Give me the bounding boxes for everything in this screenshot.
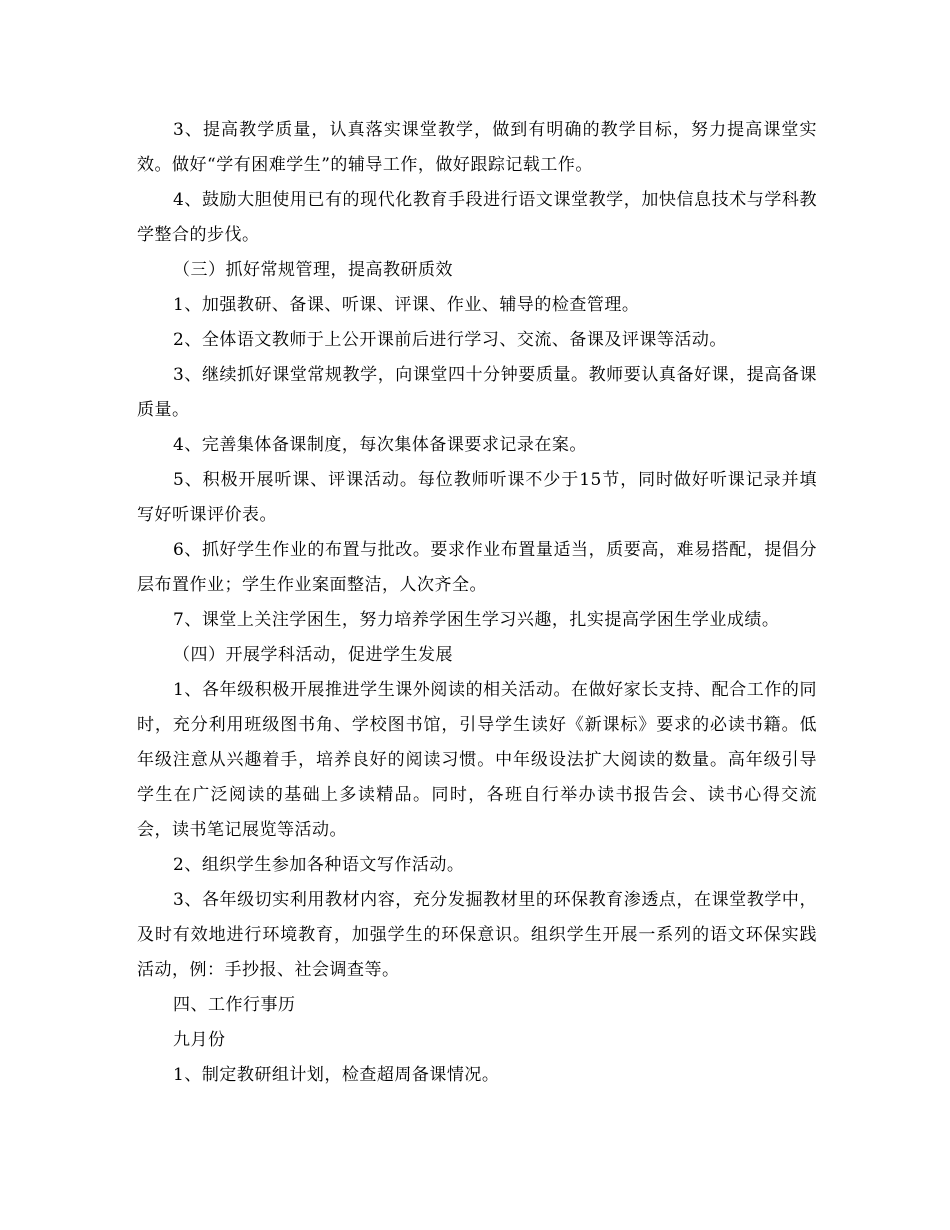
paragraph-item-3-classroom-routine: 3、继续抓好课堂常规教学，向课堂四十分钟要质量。教师要认真备好课，提高备课质量。 <box>137 365 817 420</box>
paragraph-item-1-reading-activities: 1、各年级积极开展推进学生课外阅读的相关活动。在做好家长支持、配合工作的同时，充分利用班级图书角、学校图书馆，引导学生读好《新课标》要求的必读书籍。低年级注意从兴趣着手，培养良好的阅读习惯。中年级设法扩大阅读的数量。高年级引导学生在广泛阅读的基础上多读精品。同时，各班自行举办读书报告会、读书心得交流会，读书笔记展览等活动。 <box>137 680 817 840</box>
paragraph-item-2-open-class: 2、全体语文教师于上公开课前后进行学习、交流、备课及评课等活动。 <box>173 330 727 350</box>
month-heading-september: 九月份 <box>173 1030 226 1050</box>
paragraph-item-4-collective-prep: 4、完善集体备课制度，每次集体备课要求记录在案。 <box>173 435 587 455</box>
paragraph-item-4-modern-teaching: 4、鼓励大胆使用已有的现代化教育手段进行语文课堂教学，加快信息技术与学科教学整合的步伐。 <box>137 190 817 245</box>
paragraph-item-5-lesson-observation: 5、积极开展听课、评课活动。每位教师听课不少于15节，同时做好听课记录并填写好听课评价表。 <box>137 470 817 525</box>
paragraph-item-7-struggling-students: 7、课堂上关注学困生，努力培养学困生学习兴趣，扎实提高学困生学业成绩。 <box>173 610 780 630</box>
paragraph-item-3-teaching-quality: 3、提高教学质量，认真落实课堂教学，做到有明确的教学目标，努力提高课堂实效。做好“学有困难学生”的辅导工作，做好跟踪记载工作。 <box>137 120 817 175</box>
paragraph-item-2-writing-activities: 2、组织学生参加各种语文写作活动。 <box>173 855 465 875</box>
paragraph-item-1-plan: 1、制定教研组计划，检查超周备课情况。 <box>173 1065 500 1085</box>
paragraph-item-3-environment-education: 3、各年级切实利用教材内容，充分发掘教材里的环保教育渗透点，在课堂教学中，及时有效地进行环境教育，加强学生的环保意识。组织学生开展一系列的语文环保实践活动，例：手抄报、社会调查等。 <box>137 890 817 980</box>
paragraph-item-1-inspection: 1、加强教研、备课、听课、评课、作业、辅导的检查管理。 <box>173 295 640 315</box>
paragraph-item-6-homework: 6、抓好学生作业的布置与批改。要求作业布置量适当，质要高，难易搭配，提倡分层布置作业；学生作业案面整洁，人次齐全。 <box>137 540 817 595</box>
section-heading-4: （四）开展学科活动，促进学生发展 <box>173 645 453 665</box>
section-heading-calendar: 四、工作行事历 <box>173 995 296 1015</box>
section-heading-3: （三）抓好常规管理，提高教研质效 <box>173 260 453 280</box>
document-body <box>137 113 817 1093</box>
